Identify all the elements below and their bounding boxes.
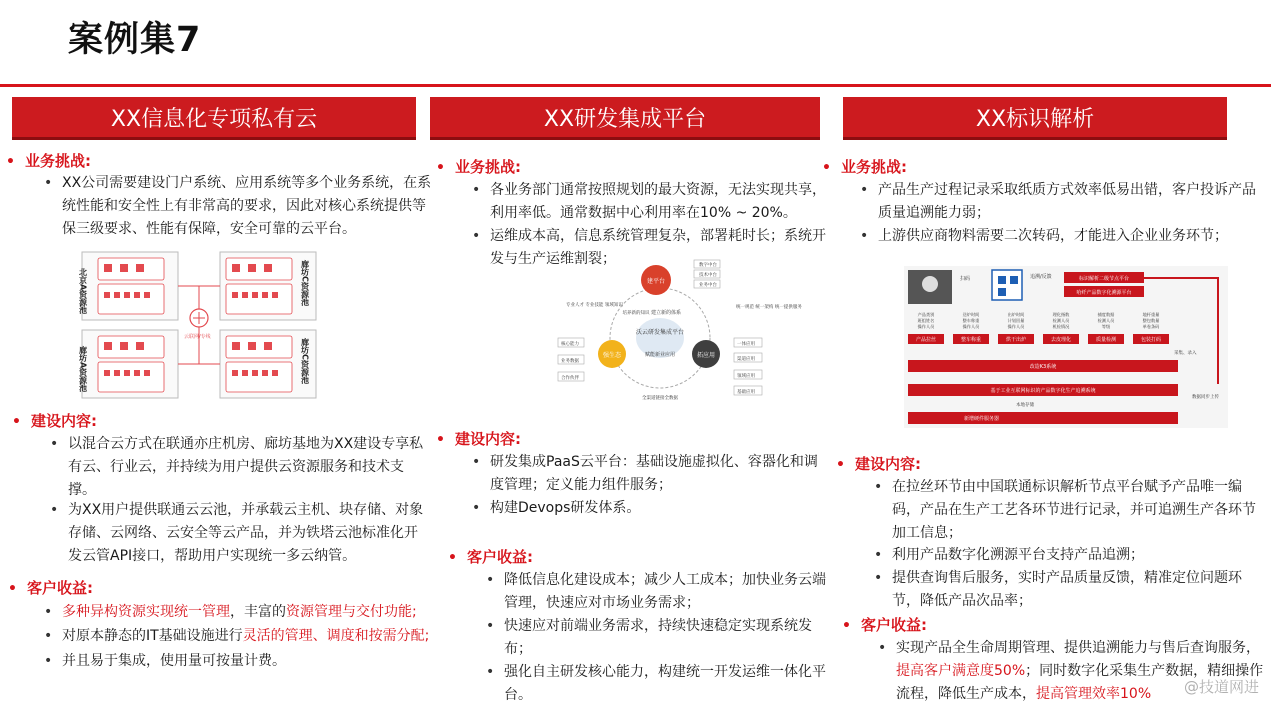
col1-benefit-3: • 并且易于集成，使用量可按量计费。 — [44, 650, 448, 673]
col3-construction-2: • 利用产品数字化溯源平台支持产品追溯； — [874, 544, 1264, 567]
col1-pool-label: 廊坊C资源池 — [300, 338, 310, 384]
col3-step-label: 去皮理化 — [1050, 337, 1072, 343]
col2-right-box: 渠道应用 — [737, 357, 755, 362]
col2-challenge-2: • 运维成本高，信息系统管理复杂，部署耗时长；系统开发与生产运维割裂； — [472, 225, 828, 271]
col2-right-box: 一体应用 — [737, 342, 755, 347]
col1-pool-label: 廊坊C资源池 — [300, 260, 310, 306]
col2-left-box: 核心能力 — [561, 342, 579, 347]
col2-top-box: 业务中台 — [699, 283, 717, 288]
col2-benefit-3: • 强化自主研发核心能力，构建统一开发运维一体化平台。 — [486, 661, 826, 707]
col3-step-label: 包装打码 — [1140, 337, 1162, 343]
col3-benefit-1: • 实现产品全生命周期管理、提供追溯能力与售后查询服务，提高客户满意度50%；同时数字化采集生产数据，精细操作流程，降低生产成本，提高管理效率10% — [878, 637, 1268, 706]
col3-step-role: 班组姓名 — [917, 318, 935, 323]
col2-challenge-1: • 各业务部门通常按照规划的最大资源，无法实现共享，利用率低。通常数据中心利用率在10% ~ 20%。 — [472, 179, 828, 225]
col3-step-label: 产品拉丝 — [915, 337, 937, 343]
col1-construction-2: • 为XX用户提供联通云云池，并承载云主机、块存储、对象存储、云网络、云安全等云产品，并为铁塔云池标准化开发云管API接口，帮助用户实现统一多云纳管。 — [50, 499, 430, 568]
col3-step-role: 检测人员 — [1097, 318, 1115, 323]
col3-challenge-1: • 产品生产过程记录采取纸质方式效率低易出错，客户投诉产品质量追溯能力弱； — [860, 179, 1264, 225]
col2-left-box: 合作伙伴 — [561, 376, 579, 381]
col2-top-box: 技术中台 — [699, 273, 717, 278]
watermark: @技道网进 — [1183, 678, 1259, 696]
col3-challenge-2: • 上游供应商物料需要二次转码，才能进入企业业务环节； — [860, 225, 1264, 248]
col1-network-label: 云联网/专线 — [184, 334, 211, 340]
col3-step-role: 出炉时间 — [1007, 312, 1025, 317]
col2-top-box: 数字中台 — [699, 263, 717, 268]
col3-store-label: 本地存储 — [1016, 403, 1034, 408]
col1-construction-1: • 以混合云方式在联通亦庄机房、廊坊基地为XX建设专享私有云、行业云，并持续为用户提供云资源服务和技术支撑。 — [50, 433, 430, 502]
col2-benefit-1: • 降低信息化建设成本；减少人工成本；加快业务云端管理，快速应对市场业务需求； — [486, 569, 826, 615]
title-divider — [0, 84, 1271, 87]
col1-benefit-2: • 对原本静态的IT基础设施进行灵活的管理、调度和按需分配; — [44, 625, 448, 648]
col1-header: XX信息化专项私有云 — [12, 97, 416, 140]
col3-k3-label: 改造K3系统 — [1029, 364, 1057, 370]
col3-base-label: 基于工业互联网标识的产品数字化生产追溯系统 — [990, 388, 1096, 394]
col3-node-label: 标识解析二级节点平台 — [1078, 276, 1130, 282]
col2-bottom-label: 全渠道链接全数据 — [642, 396, 678, 401]
col2-left-box: 业务数据 — [561, 359, 579, 364]
col3-step-role: 操作人员 — [1007, 324, 1025, 329]
col2-right-box: 领域应用 — [737, 374, 755, 379]
col3-step-role: 操作人员 — [962, 324, 980, 329]
col3-step-role: 捕度数据 — [1097, 312, 1115, 317]
col3-step-role: 检测人员 — [1052, 318, 1070, 323]
col2-construction-1: • 研发集成PaaS云平台：基础设施虚拟化、容器化和调度管理；定义能力组件服务； — [472, 451, 828, 497]
col2-construction-2: • 构建Devops研发体系。 — [472, 497, 828, 520]
col2-benefit-2: • 快速应对前端业务需求，持续快速稳定实现系统发布； — [486, 615, 826, 661]
col3-step-role: 计划回量 — [1007, 318, 1025, 323]
col2-center-sub: 建立新的体系 — [650, 310, 682, 316]
col3-step-role: 等级 — [1101, 324, 1111, 329]
col1-benefit-1: • 多种异构资源实现统一管理，丰富的资源管理与交付功能; — [44, 601, 448, 624]
col2-platform-diagram — [556, 258, 802, 403]
col2-center-label: 沃云研发集成平台 — [635, 329, 685, 336]
col3-step-role: 理化指数 — [1052, 312, 1070, 317]
col3-step-role: 产品类别 — [917, 312, 935, 317]
col3-step-role: 操作人员 — [917, 324, 935, 329]
col2-construction-heading: • 建设内容: — [436, 428, 521, 449]
col3-sync-label: 数据同步上传 — [1192, 395, 1219, 400]
col3-scan-label: 扫码 — [960, 276, 971, 282]
col3-benefit-heading: • 客户收益: — [842, 614, 927, 635]
col3-step-label: 整车称重 — [960, 337, 982, 343]
col3-step-role: 送炉时间 — [962, 312, 980, 317]
col2-header: XX研发集成平台 — [430, 97, 820, 140]
col3-challenge-heading: • 业务挑战: — [822, 156, 907, 177]
col2-node-left: 强生态 — [602, 352, 622, 359]
page-title: 案例集7 — [68, 20, 202, 60]
col3-step-role: 机检情况 — [1052, 324, 1070, 329]
col1-pool-label: 廊坊A资源池 — [78, 346, 88, 393]
col2-right-label: 统一规范 统一架构 统一提供服务 — [736, 305, 802, 310]
col3-step-role: 地杆重量 — [1142, 312, 1160, 317]
col1-construction-heading: • 建设内容: — [12, 410, 97, 431]
col3-platform-label: 哈纤产品数字化溯源平台 — [1076, 290, 1132, 296]
col1-benefit-heading: • 客户收益: — [8, 577, 93, 598]
col3-construction-heading: • 建设内容: — [836, 453, 921, 474]
col2-left-label: 专业人才 专业技能 领域知识 — [566, 303, 623, 308]
col2-center-bottom: 赋能新业应用 — [644, 352, 676, 358]
col1-pool-label: 北京A资源池 — [78, 268, 88, 315]
col3-construction-1: • 在拉丝环节由中国联通标识解析节点平台赋予产品唯一编码，产品在生产工艺各环节进行记录，并可追溯生产各环节加工信息； — [874, 476, 1264, 545]
col3-trace-label: 追溯/反馈 — [1030, 274, 1052, 280]
col3-server-label: 新增硬件服务器 — [964, 416, 1000, 422]
col2-node-top: 建平台 — [646, 278, 666, 285]
col2-inner-top: 培养新的知识 — [622, 311, 650, 316]
col1-cloud-diagram — [76, 240, 322, 402]
col3-traceability-diagram — [904, 266, 1228, 428]
col1-challenge-1: • XX公司需要建设门户系统、应用系统等多个业务系统，在系统性能和安全性上有非常高的要求，因此对核心系统提供等保三级要求、性能有保障，安全可靠的云平台。 — [44, 172, 436, 241]
col3-step-role: 整车称重 — [962, 318, 980, 323]
col1-challenge-heading: • 业务挑战: — [6, 150, 91, 171]
col3-step-role: 整包数量 — [1142, 318, 1160, 323]
col3-step-label: 质量检测 — [1095, 337, 1117, 343]
col2-benefit-heading: • 客户收益: — [448, 546, 533, 567]
col3-step-label: 烘干出炉 — [1005, 337, 1027, 343]
col2-right-box: 基础应用 — [737, 390, 755, 395]
col2-node-right: 拓应用 — [696, 352, 716, 359]
col3-construction-3: • 提供查询售后服务，实时产品质量反馈，精准定位问题环节，降低产品次品率； — [874, 567, 1264, 613]
col3-header: XX标识解析 — [843, 97, 1227, 140]
col3-step-role: 单卷条码 — [1142, 324, 1160, 329]
col3-collect-label: 采集、录入 — [1174, 351, 1197, 356]
col2-challenge-heading: • 业务挑战: — [436, 156, 521, 177]
